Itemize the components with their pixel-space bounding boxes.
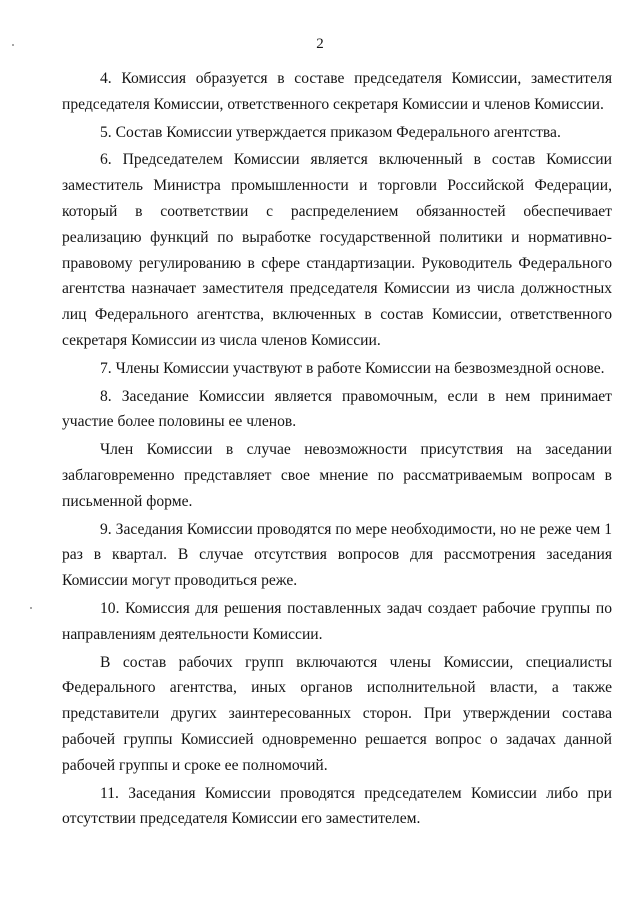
paragraph-working-groups: В состав рабочих групп включаются члены Комиссии, специалисты Федерального агентства, иных органов исполнительной власти, а также представители других заинтересованных сторон. При утверждении состава рабочей группы Комиссией одновременно решается вопрос о задачах данной рабочей группы и сроке ее полномочий. [62,653,612,774]
scan-speck [12,44,14,46]
paragraph-item-4: 4. Комиссия образуется в составе председателя Комиссии, заместителя председателя Комиссии, ответственного секретаря Комиссии и членов Комиссии. [62,70,612,113]
paragraph-item-10: 10. Комиссия для решения поставленных задач создает рабочие группы по направлениям деятельности Комиссии. [62,599,612,643]
paragraph-item-5: 5. Состав Комиссии утверждается приказом Федерального агентства. [100,123,561,141]
paragraph-item-6: 6. Председателем Комиссии является включенный в состав Комиссии заместитель Министра промышленности и торговли Российской Федерации, который в соответствии с распределением обязанностей обеспечивает реализацию функций по выработке государственной политики и нормативно-правовому регулированию в сфере стандартизации. Руководитель Федерального агентства назначает заместителя председателя Комиссии из числа должностных лиц Федерального агентства, включенных в состав Комиссии, ответственного секретаря Комиссии из числа членов Комиссии. [62,151,612,349]
paragraph-item-11: 11. Заседания Комиссии проводятся председателем Комиссии либо при отсутствии председателя Комиссии его заместителем. [62,784,612,828]
scan-speck [30,607,32,609]
document-body [62,66,612,834]
paragraph-item-7: 7. Члены Комиссии участвуют в работе Комиссии на безвозмездной основе. [100,359,605,377]
page-number: 2 [316,36,324,52]
paragraph-member-opinion: Член Комиссии в случае невозможности присутствия на заседании заблаговременно представляет свое мнение по рассматриваемым вопросам в письменной форме. [62,441,612,510]
paragraph-item-8: 8. Заседание Комиссии является правомочным, если в нем принимает участие более половины ее членов. [62,387,612,431]
paragraph-item-9: 9. Заседания Комиссии проводятся по мере необходимости, но не реже чем 1 раз в квартал. В случае отсутствия вопросов для рассмотрения заседания Комиссии могут проводиться реже. [62,520,612,590]
